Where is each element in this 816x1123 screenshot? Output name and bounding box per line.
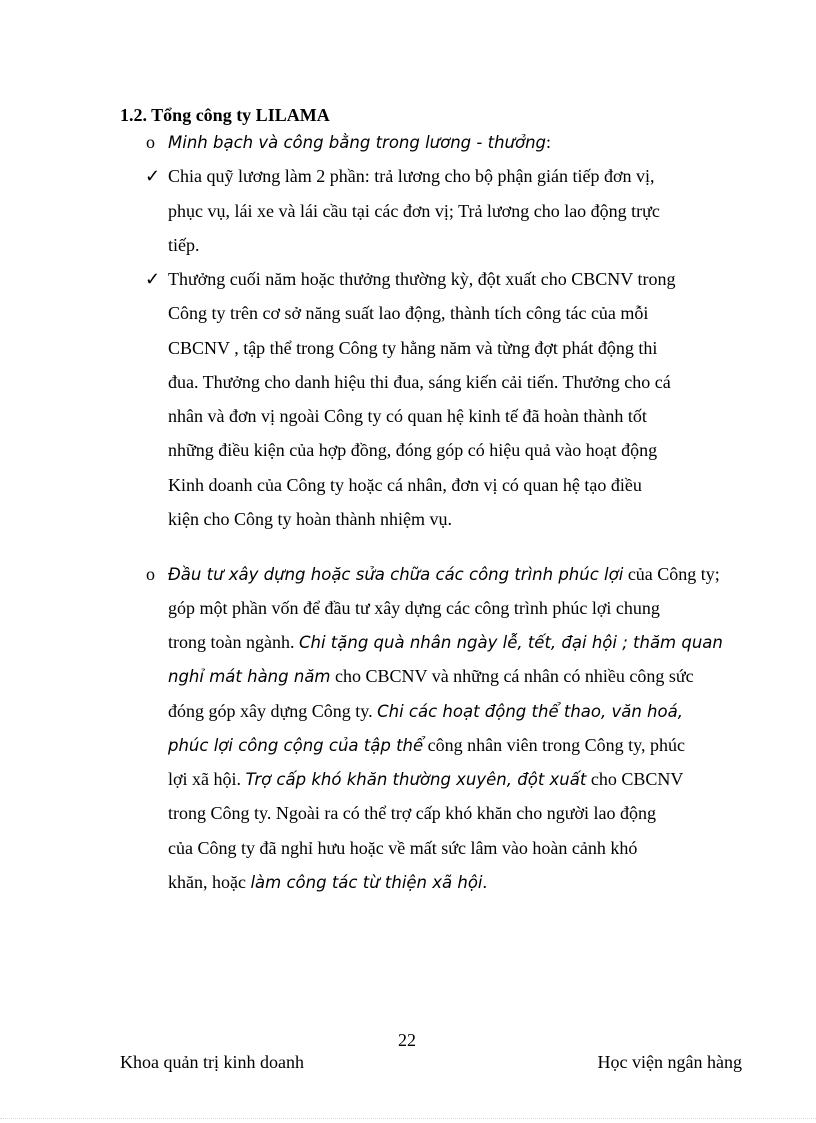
paragraph-line: đua. Thưởng cho danh hiệu thi đua, sáng kiến cải tiến. Thưởng cho cá bbox=[168, 372, 671, 392]
text: khăn, hoặc bbox=[168, 872, 251, 892]
subsection-title-colon: : bbox=[546, 132, 552, 152]
paragraph-line bbox=[168, 871, 487, 894]
footer-right: Học viện ngân hàng bbox=[597, 1052, 742, 1072]
paragraph-line: phục vụ, lái xe và lái cầu tại các đơn vị; Trả lương cho lao động trực bbox=[168, 201, 660, 221]
subsection-title-text: Minh bạch và công bằng trong lương - thưởng bbox=[168, 133, 547, 152]
paragraph-line: nhân và đơn vị ngoài Công ty có quan hệ kinh tế đã hoàn thành tốt bbox=[168, 406, 647, 426]
text: . bbox=[482, 872, 488, 892]
checkmark-icon: ✓ bbox=[145, 166, 161, 186]
italic-text: Chi các hoạt động thể thao, văn hoá, bbox=[377, 702, 683, 721]
paragraph-line: Công ty trên cơ sở năng suất lao động, thành tích công tác của mỗi bbox=[168, 303, 649, 323]
circle-bullet-icon: o bbox=[146, 564, 155, 584]
paragraph-line: Chia quỹ lương làm 2 phần: trả lương cho bộ phận gián tiếp đơn vị, bbox=[168, 166, 655, 186]
subsection-title bbox=[168, 131, 551, 154]
section-heading: 1.2. Tổng công ty LILAMA bbox=[120, 105, 330, 125]
paragraph-line bbox=[168, 563, 720, 586]
paragraph-line bbox=[168, 665, 694, 688]
text: trong toàn ngành. bbox=[168, 632, 299, 652]
text: lợi xã hội. bbox=[168, 769, 246, 789]
paragraph-line: góp một phần vốn để đầu tư xây dựng các công trình phúc lợi chung bbox=[168, 598, 660, 618]
italic-text: Trợ cấp khó khăn thường xuyên, đột xuất bbox=[245, 770, 587, 789]
paragraph-line bbox=[168, 631, 723, 654]
paragraph-line: CBCNV , tập thể trong Công ty hằng năm và từng đợt phát động thi bbox=[168, 338, 658, 358]
italic-text: Chi tặng quà nhân ngày lễ, tết, đại hội ; thăm quan bbox=[298, 633, 723, 652]
italic-text: làm công tác từ thiện xã hội bbox=[250, 873, 483, 892]
paragraph-line: tiếp. bbox=[168, 235, 200, 255]
text: của Công ty; bbox=[623, 564, 720, 584]
italic-text: nghỉ mát hàng năm bbox=[168, 667, 331, 686]
text: đóng góp xây dựng Công ty. bbox=[168, 701, 378, 721]
footer-left: Khoa quản trị kinh doanh bbox=[120, 1052, 304, 1072]
text: cho CBCNV và những cá nhân có nhiều công sức bbox=[330, 666, 694, 686]
paragraph-line: của Công ty đã nghỉ hưu hoặc về mất sức lâm vào hoàn cảnh khó bbox=[168, 838, 638, 858]
paragraph-line: kiện cho Công ty hoàn thành nhiệm vụ. bbox=[168, 509, 452, 529]
text: công nhân viên trong Công ty, phúc bbox=[423, 735, 685, 755]
paragraph-line bbox=[168, 768, 683, 791]
italic-text: phúc lợi công cộng của tập thể bbox=[168, 736, 424, 755]
page-bottom-divider bbox=[0, 1118, 816, 1119]
text: cho CBCNV bbox=[586, 769, 684, 789]
italic-text: Đầu tư xây dựng hoặc sửa chữa các công trình phúc lợi bbox=[168, 565, 624, 584]
paragraph-line: Thưởng cuối năm hoặc thưởng thường kỳ, đột xuất cho CBCNV trong bbox=[168, 269, 676, 289]
circle-bullet-icon: o bbox=[146, 132, 155, 152]
paragraph-line: những điều kiện của hợp đồng, đóng góp có hiệu quả vào hoạt động bbox=[168, 440, 658, 460]
paragraph-line bbox=[168, 700, 683, 723]
paragraph-line: trong Công ty. Ngoài ra có thể trợ cấp khó khăn cho người lao động bbox=[168, 803, 657, 823]
paragraph-line: Kinh doanh của Công ty hoặc cá nhân, đơn vị có quan hệ tạo điều bbox=[168, 475, 642, 495]
checkmark-icon: ✓ bbox=[145, 269, 161, 289]
page-number: 22 bbox=[398, 1030, 416, 1050]
paragraph-line bbox=[168, 734, 685, 757]
